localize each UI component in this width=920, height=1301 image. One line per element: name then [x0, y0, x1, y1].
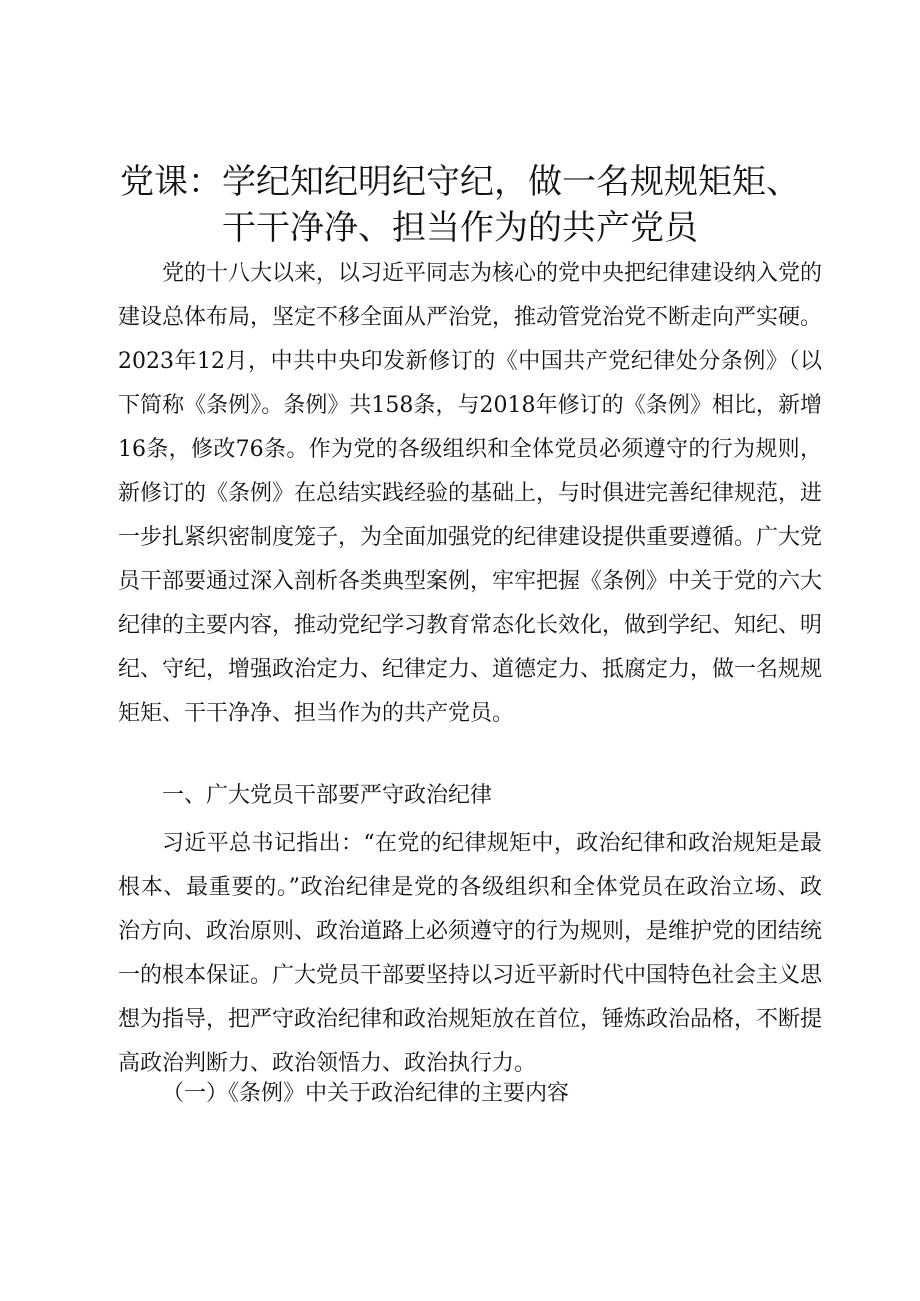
- subsection-1-heading: （一）《条例》中关于政治纪律的主要内容: [162, 1081, 570, 1106]
- intro-paragraph: 党的十八大以来，以习近平同志为核心的党中央把纪律建设纳入党的建设总体布局，坚定不移全面从严治党，推动管党治党不断走向严实硬。2023年12月，中共中央印发新修订的《中国共产党纪律处分条例》（以下简称《条例》。条例》共158条，与2018年修订的《条例》相比，新增16条，修改76条。作为党的各级组织和全体党员必须遵守的行为规则，新修订的《条例》在总结实践经验的基础上，与时俱进完善纪律规范，进一步扎紧织密制度笼子，为全面加强党的纪律建设提供重要遵循。广大党员干部要通过深入剖析各类典型案例，牢牢把握《条例》中关于党的六大纪律的主要内容，推动党纪学习教育常态化长效化，做到学纪、知纪、明纪、守纪，增强政治定力、纪律定力、道德定力、抵腐定力，做一名规规矩矩、干干净净、担当作为的共产党员。: [118, 261, 823, 726]
- document-title-line-1: 党课：学纪知纪明纪守纪，做一名规规矩矩、: [120, 162, 800, 202]
- document-title-line-2: 干干净净、担当作为的共产党员: [222, 208, 698, 248]
- section-1-heading: 一、广大党员干部要严守政治纪律: [162, 783, 493, 808]
- section-1-paragraph: 习近平总书记指出：“在党的纪律规矩中，政治纪律和政治规矩是最根本、最重要的。”政治纪律是党的各级组织和全体党员在政治立场、政治方向、政治原则、政治道路上必须遵守的行为规则，是维护党的团结统一的根本保证。广大党员干部要坚持以习近平新时代中国特色社会主义思想为指导，把严守政治纪律和政治规矩放在首位，锤炼政治品格，不断提高政治判断力、政治领悟力、政治执行力。: [118, 831, 823, 1076]
